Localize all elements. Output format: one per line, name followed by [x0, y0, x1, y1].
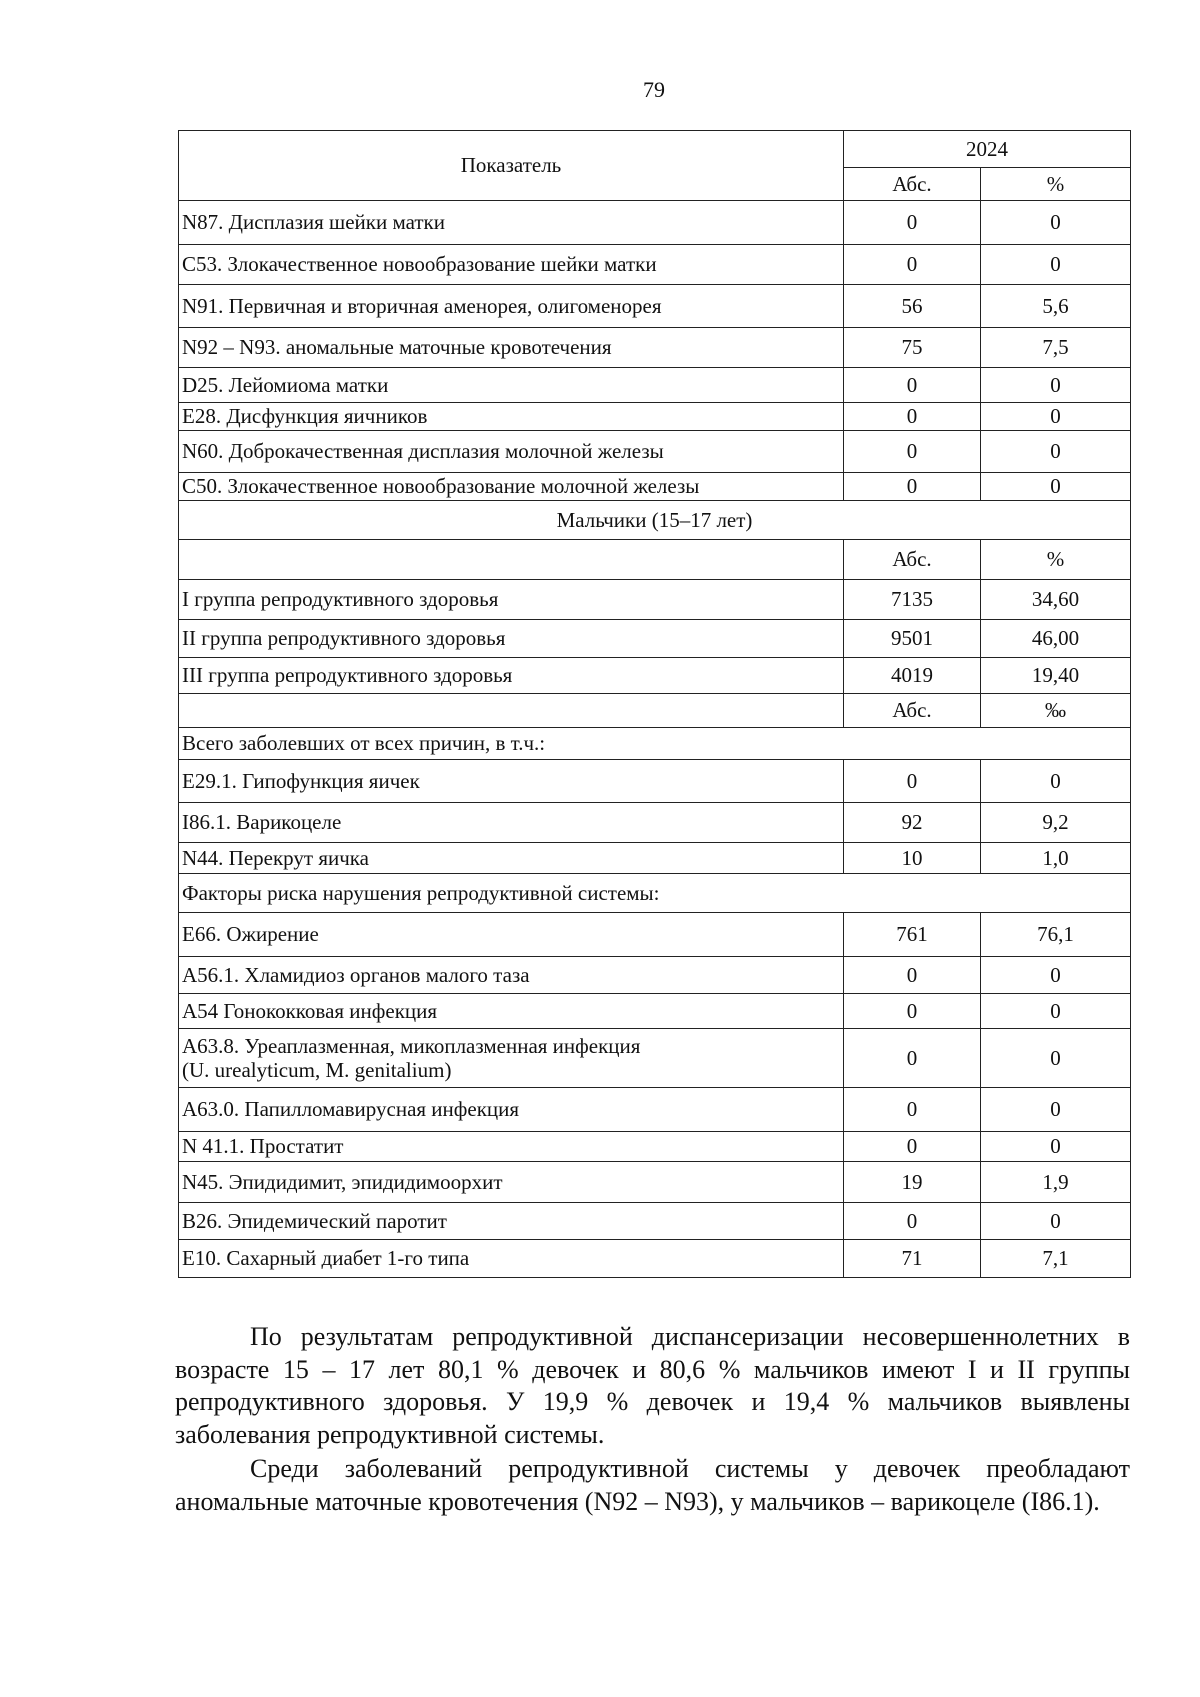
row-label-text: E66. Ожирение: [182, 922, 319, 947]
row-label-text: A56.1. Хламидиоз органов малого таза: [182, 962, 530, 987]
risk-factor-row: [179, 1203, 1131, 1240]
girls-rows: [179, 201, 1131, 501]
row-label-text: N60. Доброкачественная дисплазия молочной железы: [182, 439, 664, 464]
row-label: [179, 245, 844, 285]
row-rate-value: 0: [981, 403, 1131, 431]
risk-factor-row: [179, 913, 1131, 957]
girls-table-row: [179, 245, 1131, 285]
row-label-text: A54 Гонококковая инфекция: [182, 998, 438, 1023]
row-rate-value: 5,6: [981, 285, 1131, 328]
girls-table-row: [179, 431, 1131, 473]
boys-section-title-row: [179, 501, 1131, 540]
row-abs-value: 92: [844, 803, 981, 843]
row-label: [179, 368, 844, 403]
row-abs-value: 0: [844, 431, 981, 473]
row-label-text: C50. Злокачественное новообразование молочной железы: [182, 474, 700, 499]
row-label: [179, 431, 844, 473]
row-label: [179, 1029, 844, 1088]
row-label-text: A63.8. Уреаплазменная, микоплазменная инфекция: [182, 1033, 641, 1058]
row-label-text: N92 – N93. аномальные маточные кровотечения: [182, 335, 612, 360]
paragraph-1: По результатам репродуктивной диспансеризации несовершеннолетних в возрасте 15 – 17 лет 80,1 % девочек и 80,6 % мальчиков имеют I и II группы репродуктивного здоровья. У 19,9 % девочек и 19,4 % мальчиков выявлены заболевания репродуктивной системы.: [175, 1322, 1130, 1449]
boys-group-row: [179, 580, 1131, 620]
row-abs-value: 0: [844, 1203, 981, 1240]
row-label: [179, 403, 844, 431]
risk-factor-row: [179, 994, 1131, 1029]
row-label-text: B26. Эпидемический паротит: [182, 1208, 447, 1233]
risk-factor-rows: [179, 913, 1131, 1278]
row-label-text: N87. Дисплазия шейки матки: [182, 210, 445, 235]
summary-text: [175, 1321, 1130, 1520]
row-label: [179, 913, 844, 957]
row-abs-value: 0: [844, 1132, 981, 1162]
per-mille-units-row: [179, 694, 1131, 728]
row-label: [179, 658, 844, 694]
boys-health-groups: [179, 580, 1131, 694]
row-rate-value: 0: [981, 957, 1131, 994]
row-abs-value: 9501: [844, 620, 981, 658]
row-label-text: I86.1. Варикоцеле: [182, 810, 342, 835]
row-label-text: E10. Сахарный диабет 1-го типа: [182, 1246, 470, 1271]
girls-table-row: [179, 285, 1131, 328]
row-rate-value: 0: [981, 201, 1131, 245]
risk-factor-row: [179, 1029, 1131, 1088]
row-label-text: E29.1. Гипофункция яичек: [182, 768, 420, 793]
header-indicator: Показатель: [179, 131, 844, 201]
row-rate-value: 0: [981, 473, 1131, 501]
boys-disease-row: [179, 803, 1131, 843]
row-rate-value: 0: [981, 431, 1131, 473]
row-rate-value: 0: [981, 994, 1131, 1029]
header-year: 2024: [844, 131, 1131, 168]
header-percent: %: [981, 168, 1131, 201]
empty-cell: [179, 694, 844, 728]
risk-title: Факторы риска нарушения репродуктивной системы:: [179, 874, 1131, 913]
header-row-year: [179, 131, 1131, 168]
row-abs-value: 0: [844, 957, 981, 994]
row-rate-value: 0: [981, 1088, 1131, 1132]
row-abs-value: 7135: [844, 580, 981, 620]
page-number: 79: [643, 77, 665, 102]
row-abs-value: 0: [844, 245, 981, 285]
header-abs: Абс.: [844, 168, 981, 201]
row-label-text: I группа репродуктивного здоровья: [182, 587, 499, 612]
girls-table-row: [179, 328, 1131, 368]
row-abs-value: 0: [844, 368, 981, 403]
boys-group-row: [179, 620, 1131, 658]
row-abs-value: 0: [844, 403, 981, 431]
row-abs-value: 0: [844, 473, 981, 501]
row-abs-value: 10: [844, 843, 981, 874]
row-abs-value: 75: [844, 328, 981, 368]
row-label: [179, 843, 844, 874]
row-rate-value: 76,1: [981, 913, 1131, 957]
row-abs-value: 0: [844, 760, 981, 803]
row-label: [179, 760, 844, 803]
girls-table-row: [179, 473, 1131, 501]
row-label: [179, 1132, 844, 1162]
diseases-title-row: [179, 728, 1131, 760]
per-mille-section: [179, 694, 1131, 760]
row-rate-value: 7,1: [981, 1240, 1131, 1278]
row-rate-value: 1,9: [981, 1162, 1131, 1203]
row-abs-value: 71: [844, 1240, 981, 1278]
row-label: [179, 1203, 844, 1240]
row-label-text: III группа репродуктивного здоровья: [182, 663, 513, 688]
row-abs-value: 0: [844, 994, 981, 1029]
row-label: [179, 285, 844, 328]
row-label: [179, 1240, 844, 1278]
row-abs-value: 19: [844, 1162, 981, 1203]
row-label-text: A63.0. Папилломавирусная инфекция: [182, 1097, 520, 1122]
row-rate-value: 1,0: [981, 843, 1131, 874]
boys-percent-header: %: [981, 540, 1131, 580]
row-label: [179, 201, 844, 245]
row-abs-value: 4019: [844, 658, 981, 694]
risk-section: [179, 874, 1131, 913]
row-rate-value: 0: [981, 1203, 1131, 1240]
row-rate-value: 34,60: [981, 580, 1131, 620]
row-rate-value: 0: [981, 368, 1131, 403]
risk-factor-row: [179, 1240, 1131, 1278]
row-label-text: N 41.1. Простатит: [182, 1134, 344, 1159]
boys-section: [179, 501, 1131, 580]
row-label-text: N91. Первичная и вторичная аменорея, олигоменорея: [182, 293, 662, 318]
per-mille-abs-header: Абс.: [844, 694, 981, 728]
risk-factor-row: [179, 1132, 1131, 1162]
boys-disease-row: [179, 760, 1131, 803]
diseases-title: Всего заболевших от всех причин, в т.ч.:: [179, 728, 1131, 760]
boys-group-row: [179, 658, 1131, 694]
row-label: [179, 620, 844, 658]
row-label: [179, 1162, 844, 1203]
row-abs-value: 56: [844, 285, 981, 328]
row-label: [179, 1088, 844, 1132]
row-label: [179, 473, 844, 501]
row-label-text: E28. Дисфункция яичников: [182, 404, 428, 429]
boys-units-row: [179, 540, 1131, 580]
girls-table-row: [179, 368, 1131, 403]
girls-table-row: [179, 201, 1131, 245]
row-rate-value: 0: [981, 1029, 1131, 1088]
row-rate-value: 19,40: [981, 658, 1131, 694]
row-rate-value: 9,2: [981, 803, 1131, 843]
row-abs-value: 0: [844, 1088, 981, 1132]
row-abs-value: 0: [844, 1029, 981, 1088]
row-label-text: N45. Эпидидимит, эпидидимоорхит: [182, 1169, 503, 1194]
row-rate-value: 46,00: [981, 620, 1131, 658]
row-rate-value: 7,5: [981, 328, 1131, 368]
boys-section-title: Мальчики (15–17 лет): [179, 501, 1131, 540]
statistics-table: [178, 130, 1131, 1278]
row-abs-value: 0: [844, 201, 981, 245]
risk-factor-row: [179, 1162, 1131, 1203]
row-abs-value: 761: [844, 913, 981, 957]
boys-diseases-rows: [179, 760, 1131, 874]
boys-abs-header: Абс.: [844, 540, 981, 580]
risk-factor-row: [179, 957, 1131, 994]
row-rate-value: 0: [981, 245, 1131, 285]
row-label-text-line2: (U. urealyticum, M. genitalium): [182, 1058, 452, 1082]
row-label: [179, 580, 844, 620]
row-rate-value: 0: [981, 760, 1131, 803]
risk-title-row: [179, 874, 1131, 913]
girls-table-row: [179, 403, 1131, 431]
risk-factor-row: [179, 1088, 1131, 1132]
empty-cell: [179, 540, 844, 580]
row-label-text: C53. Злокачественное новообразование шейки матки: [182, 252, 657, 277]
row-label: [179, 957, 844, 994]
row-label: [179, 803, 844, 843]
per-mille-header: ‰: [981, 694, 1131, 728]
row-label: [179, 328, 844, 368]
row-label: [179, 994, 844, 1029]
row-label-text: II группа репродуктивного здоровья: [182, 626, 506, 651]
row-label-text: N44. Перекрут яичка: [182, 845, 369, 870]
boys-disease-row: [179, 843, 1131, 874]
paragraph-2: Среди заболеваний репродуктивной системы у девочек преобладают аномальные маточные кровотечения (N92 – N93), у мальчиков – варикоцеле (I86.1).: [175, 1454, 1130, 1516]
row-rate-value: 0: [981, 1132, 1131, 1162]
row-label-text: D25. Лейомиома матки: [182, 372, 389, 397]
